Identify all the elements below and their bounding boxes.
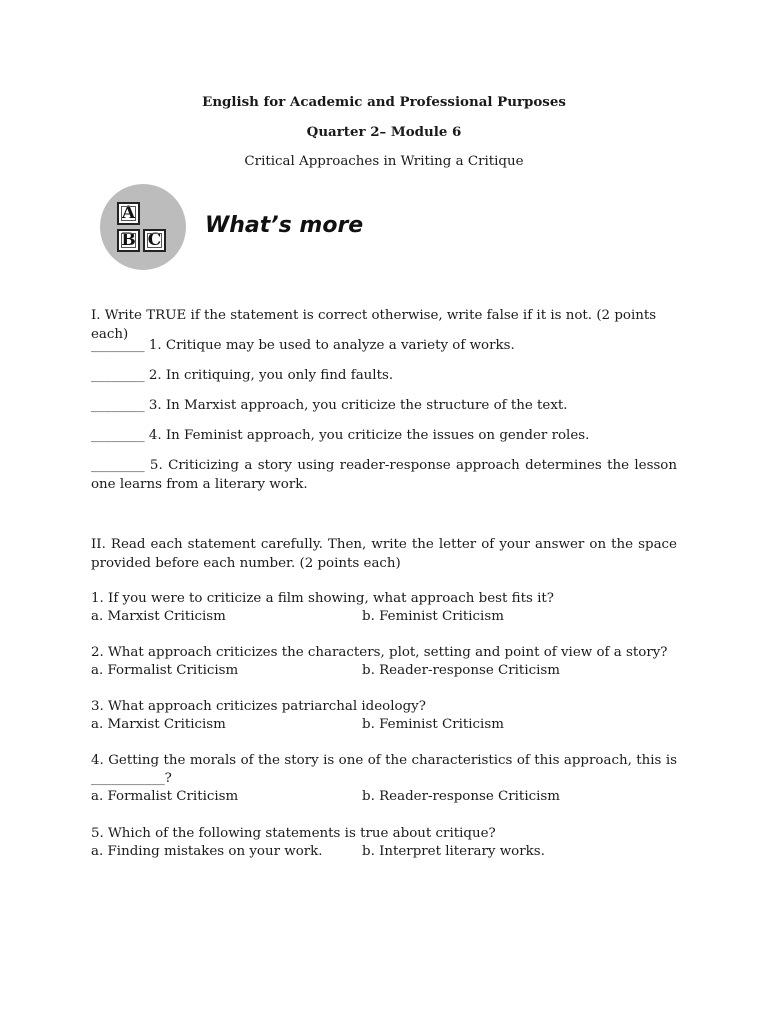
abc-blocks-icon [100,184,186,270]
option-b: b. Feminist Criticism [362,717,504,732]
option-b: b. Feminist Criticism [362,609,504,624]
part2-question-1 [91,590,677,626]
part1-instructions: I. Write TRUE if the statement is correct otherwise, write false if it is not. (2 points each) [91,308,657,342]
question-stem: 3. What approach criticizes patriarchal ideology? [91,699,426,714]
option-a: a. Formalist Criticism [91,663,239,678]
option-a: a. Finding mistakes on your work. [91,844,323,859]
block-a: A [117,202,140,225]
part1-item-5: ________ 5. Criticizing a story using reader-response approach determines the lesson one learns from a literary work. [91,458,677,492]
option-b: b. Reader-response Criticism [362,789,560,804]
block-b: B [117,229,140,252]
question-stem: 4. Getting the morals of the story is one of the characteristics of this approach, this is ___________? [91,753,677,786]
option-a: a. Marxist Criticism [91,717,226,732]
lesson-subtitle: Critical Approaches in Writing a Critique [244,154,524,169]
block-c: C [143,229,166,252]
option-b: b. Reader-response Criticism [362,663,560,678]
question-stem: 1. If you were to criticize a film showing, what approach best fits it? [91,591,554,606]
part2-instructions: II. Read each statement carefully. Then, write the letter of your answer on the space provided before each number. (2 points each) [91,537,677,571]
part1-item-2: ________ 2. In critiquing, you only find faults. [91,368,394,383]
option-a: a. Formalist Criticism [91,789,239,804]
option-b: b. Interpret literary works. [362,844,545,859]
section-heading: What’s more [205,213,364,238]
part2-question-4 [91,752,677,806]
part2-question-5 [91,825,677,861]
option-a: a. Marxist Criticism [91,609,226,624]
document-title: English for Academic and Professional Purposes [202,94,566,110]
module-label: Quarter 2– Module 6 [306,124,462,140]
question-stem: 2. What approach criticizes the characters, plot, setting and point of view of a story? [91,645,668,660]
part1-item-3: ________ 3. In Marxist approach, you criticize the structure of the text. [91,398,568,413]
part1-item-4: ________ 4. In Feminist approach, you criticize the issues on gender roles. [91,428,590,443]
question-stem: 5. Which of the following statements is true about critique? [91,826,496,841]
part2-question-3 [91,698,677,734]
part1-item-1: ________ 1. Critique may be used to analyze a variety of works. [91,338,515,353]
part2-question-2 [91,644,677,680]
